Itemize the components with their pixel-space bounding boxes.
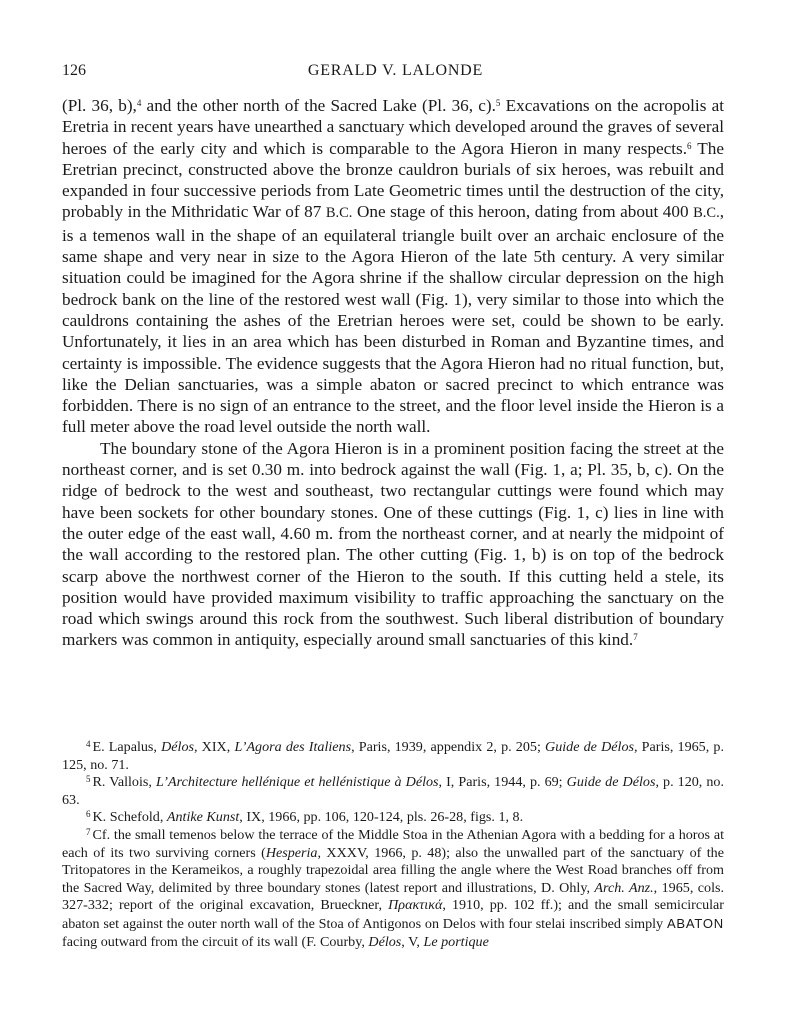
footnotes — [62, 739, 724, 951]
footnote-number: 6 — [86, 809, 91, 820]
text-span: One stage of this heroon, dating from about 400 — [352, 202, 694, 222]
text-span: The boundary stone of the Agora Hieron is in a prominent position facing the street at the northeast corner, and is set 0.30 m. into bedrock against the wall (Fig. 1, a; Pl. 35, b, c). On the ridge of bedrock to the west and southeast, two rectangular cuttings were found which may have been sockets for other boundary stones. One of these cuttings (Fig. 1, c) lies in line with the outer edge of the east wall, 4.60 m. from the northeast corner, and at nearly the midpoint of the wall according to the restored plan. The other cutting (Fig. 1, b) is on top of the bedrock scarp above the northwest corner of the Hieron to the south. If this cutting held a stele, its position would have provided maximum visibility to traffic approaching the sanctuary on the road which swings around this rock from the southwest. Such liberal distribution of boundary markers was common in antiquity, especially around small sanctuaries of this kind. — [62, 438, 724, 650]
running-head: GERALD V. LALONDE — [307, 62, 484, 79]
footnote-ref-7: 7 — [633, 632, 638, 643]
text-span: , p. 120, no. 63. — [62, 774, 725, 808]
italic-title: L’Agora des Italiens — [234, 739, 352, 755]
era-abbrev: B.C. — [693, 205, 720, 222]
text-span: Cf. the small temenos below the terrace of the Middle Stoa in the Athenian Agora with a bedding for a horos at each of its two surviving corners ( — [62, 826, 724, 861]
italic-title: Le portique — [423, 933, 489, 950]
inscription-word: ABATON — [666, 915, 724, 931]
paragraph-1 — [62, 95, 724, 438]
page-header — [62, 62, 729, 84]
footnote-number: 5 — [86, 774, 91, 785]
text-span: , I, Paris, 1944, p. 69; — [438, 774, 567, 791]
text-span: , 1965, cols. 327-332; report of the original excavation, Brueckner, — [62, 879, 724, 914]
paragraph-2 — [62, 438, 724, 651]
italic-title: L’Architecture hellénique et hellénistique à Délos — [155, 774, 439, 791]
text-span: (Pl. 36, b), — [62, 96, 137, 115]
footnote-6 — [62, 809, 724, 827]
footnote-7 — [62, 827, 724, 951]
footnote-5 — [62, 774, 724, 809]
text-span: Excavations on the acropolis at Eretria in recent years have unearthed a sanctuary which developed around the graves of several heroes of the early city and which is comparable to the Agora Hieron in many respects. — [62, 96, 725, 158]
italic-title: Hesperia — [265, 844, 318, 861]
italic-title: Délos — [161, 739, 194, 755]
footnote-4 — [62, 739, 724, 774]
footnote-ref-6: 6 — [687, 140, 692, 151]
italic-title: Guide de Délos — [566, 774, 656, 791]
text-span: , IX, 1966, pp. 106, 120-124, pls. 26-28, figs. 1, 8. — [239, 809, 524, 826]
italic-title: Arch. Anz. — [594, 879, 654, 896]
page-number: 126 — [62, 62, 86, 79]
main-text — [62, 95, 724, 651]
era-abbrev: B.C. — [325, 205, 353, 222]
italic-title: Guide de Délos — [545, 739, 634, 755]
footnote-number: 4 — [86, 739, 91, 749]
text-span: E. Lapalus, — [92, 739, 162, 755]
text-span: R. Vallois, — [92, 774, 156, 791]
text-span: The Eretrian precinct, constructed above the bronze cauldron burials of six heroes, was rebuilt and expanded in four successive periods from Late Geometric times until the destruction of the city, probably in the Mithridatic War of 87 — [62, 138, 724, 222]
text-span: , is a temenos wall in the shape of an equilateral triangle built over an archaic enclosure of the same shape and very near in size to the Agora Hieron of the late 5th century. A very similar situation could be imagined for the Agora shrine if the shallow circular depression on the high bedrock bank on the line of the restored west wall (Fig. 1), very similar to those into which the cauldrons containing the ashes of the Eretrian heroes were set, could be shown to be early. Unfortunately, it lies in an area which has been disturbed in Roman and Byzantine times, and certainty is impossible. The evidence suggests that the Agora Hieron had no ritual function, but, like the Delian sanctuaries, was a simple abaton or sacred precinct to which entrance was forbidden. There is no sign of an entrance to the street, and the floor level inside the Hieron is a full meter above the road level outside the north wall. — [62, 202, 725, 437]
text-span: and the other north of the Sacred Lake (Pl. 36, c). — [141, 96, 496, 115]
text-span: , 1910, pp. 102 ff.); and the small semicircular abaton set against the outer north wall of the Stoa of Antigonos on Delos with four stelai inscribed simply — [62, 897, 725, 932]
text-span: , XIX, — [194, 739, 235, 755]
text-span: , XXXV, 1966, p. 48); also the unwalled part of the sanctuary of the Tritopatores in the Kerameikos, a roughly trapezoidal area filling the angle where the West Road branches off from the Sacred Way, delimited by three boundary stones (latest report and illustrations, D. Ohly, — [62, 844, 724, 896]
italic-title: Délos — [368, 933, 402, 950]
footnote-number: 7 — [86, 826, 91, 837]
italic-title: Antike Kunst — [166, 809, 240, 826]
text-span: , Paris, 1939, appendix 2, p. 205; — [351, 739, 546, 755]
text-span: facing outward from the circuit of its wall (F. Courby, — [62, 933, 369, 950]
footnote-ref-4: 4 — [136, 98, 142, 108]
text-span: , V, — [401, 933, 424, 950]
text-span: K. Schefold, — [92, 809, 167, 826]
italic-title: Πρακτικά — [388, 897, 443, 914]
text-span: , Paris, 1965, p. 125, no. 71. — [62, 739, 724, 773]
footnote-ref-5: 5 — [495, 98, 501, 108]
